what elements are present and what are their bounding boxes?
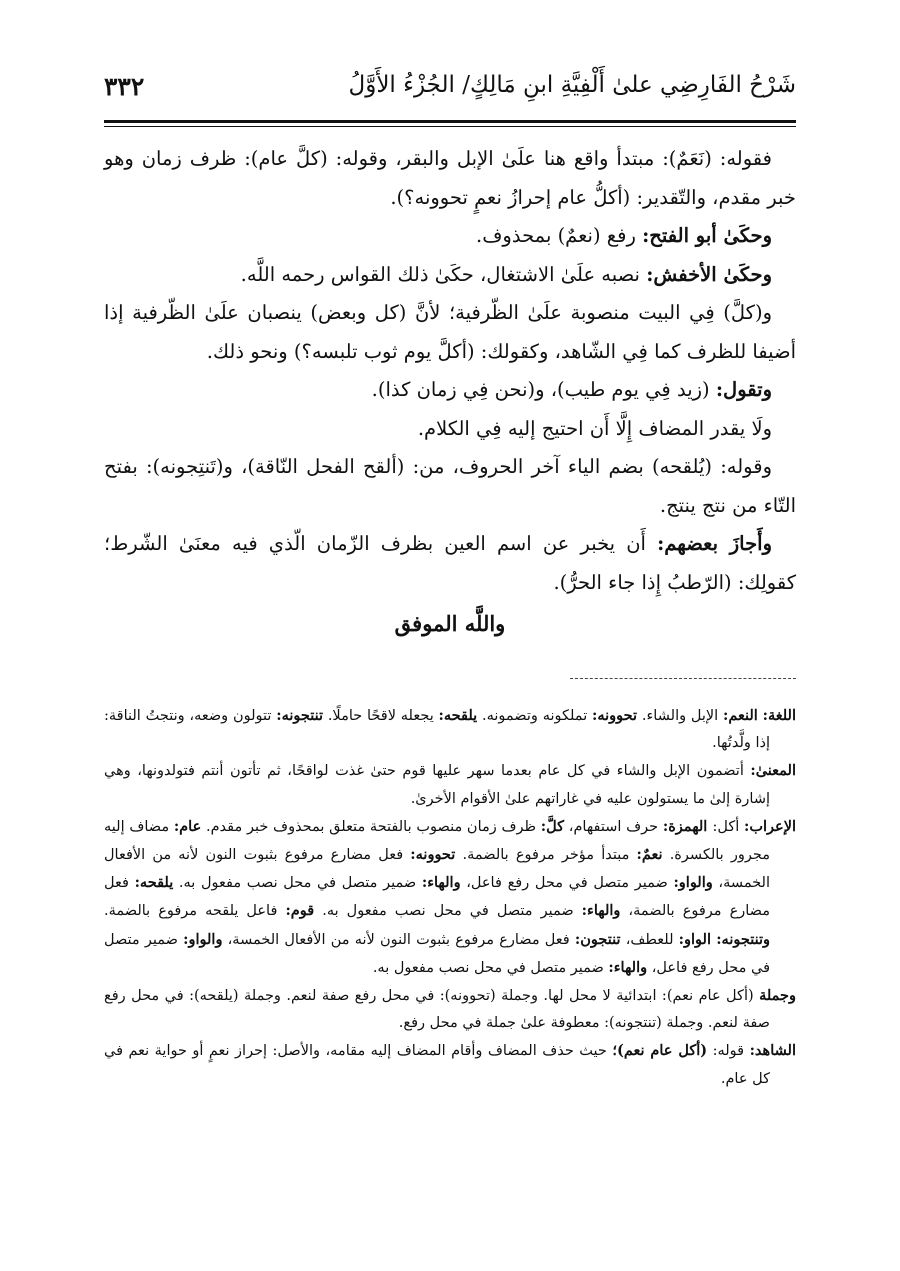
paragraph: وقوله: (يُلقحه) بضم الياء آخر الحروف، من: (ألقح الفحل النّاقة)، و(تَنتِجونه): بفتح التّاء من نتج ينتج. [104, 455, 796, 517]
parse-word: تحوونه: [410, 846, 456, 864]
header-rule-thin [104, 126, 796, 127]
footnote-label: الشاهد: [749, 1042, 796, 1060]
parse-word: والهاء: [608, 958, 648, 976]
parse-word: عام: [173, 817, 202, 835]
footnote-text: أتضمون الإبل والشاء في كل عام بعدما سهر عليها قوم حتىٰ غذت لواقحًا، ثم تأتون أنتم فتولدونها، وهي إشارة إلىٰ ما يستولون عليه في غاراتهم علىٰ الأقوام الأخرىٰ. [104, 763, 770, 807]
gloss-text: يجعله لاقحًا حاملًا. [323, 708, 439, 724]
paragraph [104, 525, 796, 602]
parse-text: ظرف زمان منصوب بالفتحة متعلق بمحذوف خبر مقدم. [201, 818, 541, 835]
paragraph [104, 256, 796, 295]
gloss-word: النعم: [723, 707, 758, 724]
paragraph: ولَا يقدر المضاف إِلَّا أَن احتيج إليه فِي الكلام. [417, 416, 772, 440]
footnote-shahid [104, 1037, 796, 1092]
footnote-label: اللغة: [762, 707, 796, 724]
footnote-lugha [104, 702, 796, 757]
paragraph [104, 371, 796, 410]
gloss-word: تنتجونه: [276, 707, 324, 724]
main-text [104, 140, 796, 644]
parse-word: تنتجون: [574, 930, 621, 948]
parse-word: أكل: [712, 818, 745, 835]
paragraph-lead: وحكَىٰ الأخفش: [646, 262, 772, 286]
parse-word: يلقحه: [134, 874, 174, 892]
header-rule [104, 120, 796, 123]
paragraph: فقوله: (نَعَمٌ): مبتدأ واقع هنا علَىٰ الإبل والبقر، وقوله: (كلَّ عام): ظرف زمان وهو خبر مقدم، والتّقدير: (أكلُّ عام إحرازُ نعمٍ تحوونه؟). [104, 147, 796, 209]
footnote-separator [570, 678, 796, 679]
parse-text: ضمير متصل في محل نصب مفعول به. [173, 875, 422, 892]
parse-text: حرف استفهام، [564, 818, 663, 835]
quoted-phrase: (أكل عام نعم)؛ [612, 1042, 708, 1060]
paragraph [104, 217, 796, 256]
footnote-label: المعنىٰ: [750, 762, 796, 780]
footnote-jumal [104, 982, 796, 1037]
parse-text: فعل مضارع مرفوع بثبوت النون لأنه من الأفعال الخمسة، [222, 931, 575, 948]
parse-text: للعطف، [620, 931, 679, 948]
closing-phrase: واللَّه الموفق [394, 611, 506, 636]
page-number: ٣٣٢ [104, 72, 145, 101]
parse-text: مضاف إليه مجرور بالكسرة. [104, 818, 770, 864]
gloss-word: يلقحه: [438, 707, 478, 724]
parse-word: والهاء: [421, 874, 461, 892]
parse-text: مبتدأ مؤخر مرفوع بالضمة. [455, 847, 637, 864]
parse-word: وتنتجونه: [716, 930, 770, 948]
parse-text: فاعل يلقحه مرفوع بالضمة. [104, 903, 286, 920]
footnotes [104, 702, 796, 1093]
footnote-irab [104, 813, 796, 982]
paragraph-text: (زيد فِي يوم طيب)، و(نحن فِي زمان كذا). [371, 378, 716, 401]
parse-word: قوم: [285, 902, 315, 920]
parse-word: والواو: [183, 930, 223, 948]
footnote-maana [104, 757, 796, 812]
paragraph-text: نصبه علَىٰ الاشتغال، حكَىٰ ذلك القواس رحمه اللَّه. [240, 262, 647, 286]
parse-word: الواو: [678, 930, 711, 948]
parse-word: الهمزة: [662, 817, 713, 835]
paragraph-text: رفع (نعمٌ) بمحذوف. [476, 224, 643, 247]
gloss-word: تحوونه: [592, 707, 638, 724]
gloss-text: تملكونه وتضمونه. [477, 708, 593, 724]
footnote-text: حيث حذف المضاف وأقام المضاف إليه مقامه، والأصل: إحراز نعمٍ أو حواية نعم في كل عام. [104, 1043, 770, 1087]
parse-text: ضمير متصل في محل رفع فاعل، [460, 875, 674, 892]
paragraph-text: أَن يخبر عن اسم العين بظرف الزّمان الّذي فيه معنَىٰ الشّرط؛ كقولِك: (الرّطبُ إِذا جاء الحرُّ). [104, 532, 796, 594]
paragraph: و(كلَّ) فِي البيت منصوبة علَىٰ الظّرفية؛ لأنَّ (كل وبعض) ينصبان علَىٰ الظّرفية إذا أضيفا للظرف كما فِي الشّاهد، وكقولك: (أكلَّ يوم ثوب تلبسه؟) ونحو ذلك. [104, 301, 796, 363]
parse-word: نعمٌ: [636, 846, 663, 864]
parse-word: كلَّ: [540, 817, 565, 835]
footnote-label: وجملة [759, 987, 796, 1005]
parse-word: والواو: [673, 874, 713, 892]
paragraph-lead: وحكَىٰ أبو الفتح: [642, 224, 772, 247]
footnote-label: الإعراب: [744, 817, 796, 835]
parse-text: ضمير متصل في محل رفع فاعل، [104, 931, 770, 976]
parse-word: والهاء: [581, 902, 621, 920]
parse-text: فعل مضارع مرفوع بالضمة، [104, 875, 771, 920]
running-title: شَرْحُ الفَارِضِي علىٰ أَلْفِيَّةِ ابنِ مَالِكٍ/ الجُزْءُ الأَوَّلُ [348, 72, 796, 98]
running-header [104, 72, 796, 112]
parse-text: ضمير متصل في محل نصب مفعول به. [372, 959, 609, 976]
gloss-text: تتولون وضعه، ونتجتُ الناقة: إذا ولَّدتُها. [104, 708, 770, 752]
footnote-text: (أكل عام نعم): ابتدائية لا محل لها. وجملة (تحوونه): في محل رفع صفة لنعم. وجملة (يلقحه): في محل رفع صفة لنعم. وجملة (تنتجونه): معطوفة علىٰ جملة في محل رفع. [104, 988, 770, 1032]
footnote-text: قوله: [707, 1043, 750, 1060]
paragraph-lead: وأَجازَ بعضهم: [657, 532, 772, 555]
paragraph-lead: وتقول: [715, 378, 772, 401]
parse-text: ضمير متصل في محل نصب مفعول به. [314, 903, 582, 920]
parse-text: فعل مضارع مرفوع بثبوت النون لأنه من الأفعال الخمسة، [104, 847, 771, 892]
gloss-text: الإبل والشاء. [637, 708, 723, 724]
